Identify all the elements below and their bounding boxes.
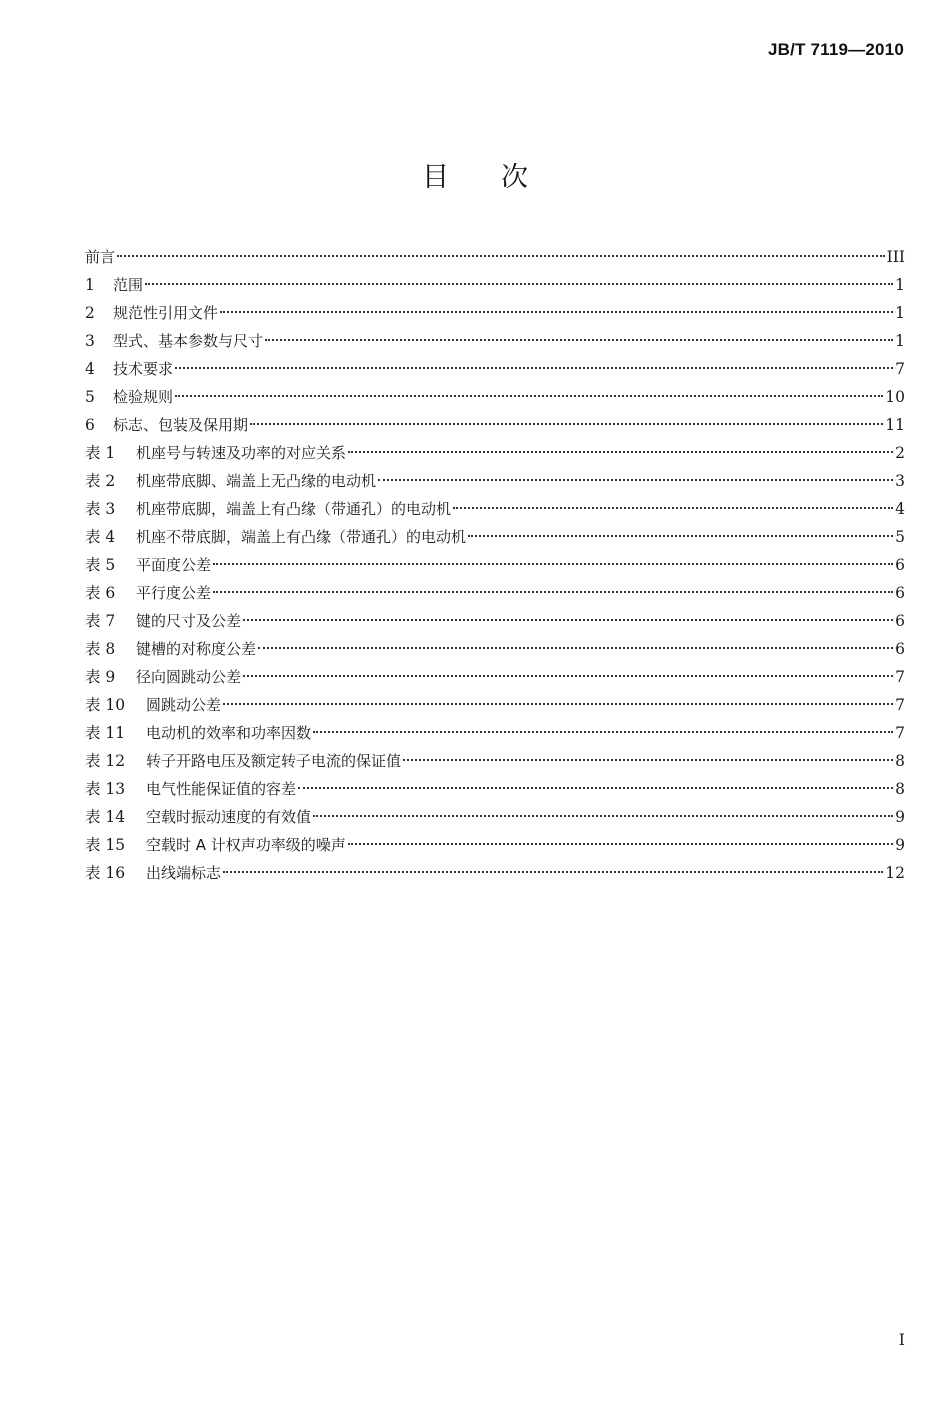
toc-entry-table[interactable] bbox=[85, 467, 905, 495]
toc-entry-page: 1 bbox=[895, 332, 905, 350]
toc-entry-text: 前言 bbox=[85, 248, 116, 266]
toc-entry-table[interactable] bbox=[85, 579, 905, 607]
dot-leader bbox=[243, 619, 893, 621]
dot-leader bbox=[117, 255, 885, 257]
toc-entry-number: 表 7 bbox=[85, 612, 116, 630]
toc-entry-text: 机座不带底脚，端盖上有凸缘（带通孔）的电动机 bbox=[136, 528, 467, 546]
dot-leader bbox=[453, 507, 893, 509]
toc-entry-text: 键的尺寸及公差 bbox=[136, 612, 242, 630]
toc-entry-section[interactable] bbox=[85, 271, 905, 299]
toc-entry-table[interactable] bbox=[85, 747, 905, 775]
dot-leader bbox=[145, 283, 893, 285]
toc-entry-text: 技术要求 bbox=[113, 360, 174, 378]
toc-entry-page: 2 bbox=[895, 444, 905, 462]
toc-entry-section[interactable] bbox=[85, 327, 905, 355]
toc-entry-page: 8 bbox=[895, 780, 905, 798]
toc-entry-text: 规范性引用文件 bbox=[113, 304, 219, 322]
toc-entry-table[interactable] bbox=[85, 663, 905, 691]
toc-entry-page: 3 bbox=[895, 472, 905, 490]
toc-entry-page: 5 bbox=[895, 528, 905, 546]
dot-leader bbox=[213, 591, 893, 593]
toc-entry-number: 表 15 bbox=[85, 836, 126, 854]
toc-entry-number: 表 3 bbox=[85, 500, 116, 518]
toc-entry-text: 机座号与转速及功率的对应关系 bbox=[136, 444, 347, 462]
dot-leader bbox=[348, 843, 893, 845]
dot-leader bbox=[378, 479, 893, 481]
toc-entry-number: 表 8 bbox=[85, 640, 116, 658]
toc-entry-number: 3 bbox=[85, 332, 95, 350]
toc-entry-table[interactable] bbox=[85, 607, 905, 635]
toc-entry-foreword[interactable] bbox=[85, 243, 905, 271]
toc-entry-page: 1 bbox=[895, 304, 905, 322]
dot-leader bbox=[220, 311, 893, 313]
toc-entry-table[interactable] bbox=[85, 831, 905, 859]
dot-leader bbox=[298, 787, 893, 789]
toc-entry-text: 键槽的对称度公差 bbox=[136, 640, 257, 658]
toc-entry-table[interactable] bbox=[85, 551, 905, 579]
toc-entry-text: 径向圆跳动公差 bbox=[136, 668, 242, 686]
toc-entry-number: 5 bbox=[85, 388, 95, 406]
toc-entry-page: 7 bbox=[895, 724, 905, 742]
toc-entry-section[interactable] bbox=[85, 355, 905, 383]
toc-entry-table[interactable] bbox=[85, 635, 905, 663]
toc-entry-page: 11 bbox=[885, 416, 905, 434]
toc-entry-number: 表 1 bbox=[85, 444, 116, 462]
dot-leader bbox=[258, 647, 893, 649]
toc-entry-page: 6 bbox=[895, 556, 905, 574]
toc-entry-text: 转子开路电压及额定转子电流的保证值 bbox=[146, 752, 402, 770]
toc-entry-table[interactable] bbox=[85, 719, 905, 747]
toc-entry-text: 型式、基本参数与尺寸 bbox=[113, 332, 264, 350]
standard-code: JB/T 7119—2010 bbox=[767, 40, 904, 59]
toc-entry-section[interactable] bbox=[85, 299, 905, 327]
toc-entry-table[interactable] bbox=[85, 803, 905, 831]
toc-entry-page: 7 bbox=[895, 360, 905, 378]
toc-entry-table[interactable] bbox=[85, 439, 905, 467]
toc-entry-page: 6 bbox=[895, 640, 905, 658]
dot-leader bbox=[175, 395, 883, 397]
toc-entry-text: 电气性能保证值的容差 bbox=[146, 780, 297, 798]
toc-entry-number: 表 11 bbox=[85, 724, 126, 742]
toc-entry-number: 表 16 bbox=[85, 864, 126, 882]
toc-entry-page: 9 bbox=[895, 808, 905, 826]
toc-entry-number: 表 13 bbox=[85, 780, 126, 798]
toc-entry-text: 出线端标志 bbox=[146, 864, 222, 882]
dot-leader bbox=[243, 675, 893, 677]
dot-leader bbox=[265, 339, 893, 341]
dot-leader bbox=[223, 871, 883, 873]
toc-entry-text: 范围 bbox=[113, 276, 144, 294]
toc-entry-number: 表 4 bbox=[85, 528, 116, 546]
toc-entry-page: 9 bbox=[895, 836, 905, 854]
toc-entry-text: 平面度公差 bbox=[136, 556, 212, 574]
toc-entry-text: 机座带底脚，端盖上有凸缘（带通孔）的电动机 bbox=[136, 500, 452, 518]
table-of-contents bbox=[85, 243, 905, 887]
dot-leader bbox=[348, 451, 893, 453]
toc-entry-number: 表 10 bbox=[85, 696, 126, 714]
toc-entry-page: 8 bbox=[895, 752, 905, 770]
toc-entry-text: 电动机的效率和功率因数 bbox=[146, 724, 312, 742]
toc-entry-table[interactable] bbox=[85, 775, 905, 803]
toc-entry-number: 2 bbox=[85, 304, 95, 322]
toc-entry-page: 6 bbox=[895, 584, 905, 602]
toc-entry-page: 10 bbox=[885, 388, 905, 406]
toc-entry-number: 表 5 bbox=[85, 556, 116, 574]
toc-entry-page: 4 bbox=[895, 500, 905, 518]
dot-leader bbox=[468, 535, 893, 537]
toc-entry-table[interactable] bbox=[85, 859, 905, 887]
toc-entry-number: 表 9 bbox=[85, 668, 116, 686]
toc-entry-page: 12 bbox=[885, 864, 905, 882]
dot-leader bbox=[250, 423, 883, 425]
page-title: 目次 bbox=[422, 162, 580, 193]
toc-entry-table[interactable] bbox=[85, 523, 905, 551]
toc-entry-page: 6 bbox=[895, 612, 905, 630]
toc-entry-text: 检验规则 bbox=[113, 388, 174, 406]
toc-entry-text: 平行度公差 bbox=[136, 584, 212, 602]
toc-entry-page: 7 bbox=[895, 696, 905, 714]
dot-leader bbox=[403, 759, 893, 761]
toc-entry-section[interactable] bbox=[85, 411, 905, 439]
toc-entry-page: 1 bbox=[895, 276, 905, 294]
toc-entry-table[interactable] bbox=[85, 691, 905, 719]
dot-leader bbox=[175, 367, 893, 369]
toc-entry-section[interactable] bbox=[85, 383, 905, 411]
toc-entry-page: 7 bbox=[895, 668, 905, 686]
toc-entry-text: 圆跳动公差 bbox=[146, 696, 222, 714]
toc-entry-table[interactable] bbox=[85, 495, 905, 523]
toc-entry-number: 表 12 bbox=[85, 752, 126, 770]
toc-entry-number: 表 14 bbox=[85, 808, 126, 826]
toc-entry-number: 6 bbox=[85, 416, 95, 434]
toc-entry-number: 4 bbox=[85, 360, 95, 378]
dot-leader bbox=[223, 703, 893, 705]
toc-entry-text: 空载时 A 计权声功率级的噪声 bbox=[146, 836, 346, 854]
toc-entry-number: 表 2 bbox=[85, 472, 116, 490]
page-number: I bbox=[898, 1330, 905, 1349]
dot-leader bbox=[313, 815, 893, 817]
toc-entry-text: 标志、包装及保用期 bbox=[113, 416, 249, 434]
toc-entry-text: 机座带底脚、端盖上无凸缘的电动机 bbox=[136, 472, 377, 490]
toc-entry-number: 1 bbox=[85, 276, 95, 294]
toc-entry-page: III bbox=[886, 248, 905, 266]
toc-entry-text: 空载时振动速度的有效值 bbox=[146, 808, 312, 826]
dot-leader bbox=[313, 731, 893, 733]
dot-leader bbox=[213, 563, 893, 565]
toc-entry-number: 表 6 bbox=[85, 584, 116, 602]
